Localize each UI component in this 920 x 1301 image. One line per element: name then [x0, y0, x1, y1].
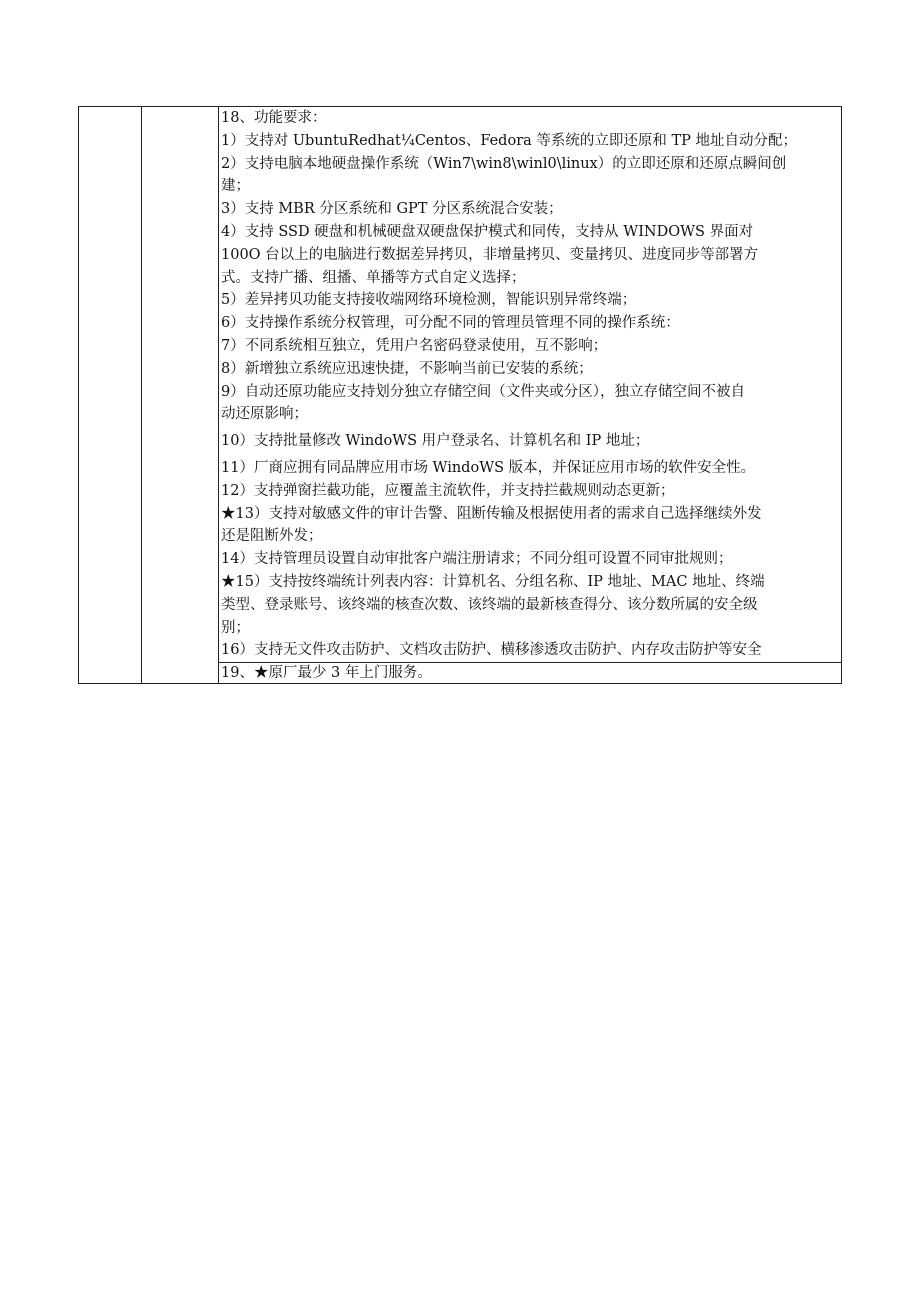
requirement-line: 别；: [221, 619, 250, 636]
service-cell: [219, 663, 842, 684]
requirement-line: 还是阻断外发；: [221, 528, 323, 545]
requirement-line: 12）支持弹窗拦截功能，应覆盖主流软件，并支持拦截规则动态更新；: [221, 482, 675, 499]
requirement-line: 式。支持广播、组播、单播等方式自定义选择；: [221, 269, 526, 286]
requirements-heading: 18、功能要求：: [221, 110, 327, 126]
requirement-line: 2）支持电脑本地硬盘操作系统（Win7\win8\winl0\linux）的立即还原和还原点瞬间创: [221, 155, 787, 172]
requirements-text: [221, 107, 839, 662]
requirement-line: 14）支持管理员设置自动审批客户端注册请求；不同分组可设置不同审批规则；: [221, 551, 733, 568]
requirement-line: 建；: [221, 178, 250, 195]
requirement-line: ★15）支持按终端统计列表内容：计算机名、分组名称、IP 地址、MAC 地址、终端: [221, 573, 765, 590]
requirement-line: 5）差异拷贝功能支持接收端网络环境检测，智能识别异常终端；: [221, 292, 637, 309]
requirement-line: 4）支持 SSD 硬盘和机械硬盘双硬盘保护模式和同传，支持从 WINDOWS 界面对: [221, 223, 754, 240]
requirement-line: ★13）支持对敏感文件的审计告警、阻断传输及根据使用者的需求自己选择继续外发: [221, 505, 762, 522]
service-requirement: 19、★原厂最少 3 年上门服务。: [221, 665, 432, 681]
table-row: [79, 107, 842, 663]
item-name-cell: [142, 107, 219, 684]
requirement-line: 6）支持操作系统分权管理，可分配不同的管理员管理不同的操作系统：: [221, 315, 680, 332]
requirement-line: 16）支持无文件攻击防护、文档攻击防护、横移渗透攻击防护、内存攻击防护等安全: [221, 642, 762, 659]
requirement-line: 3）支持 MBR 分区系统和 GPT 分区系统混合安装；: [221, 201, 563, 218]
index-cell: [79, 107, 142, 684]
requirement-line: 100O 台以上的电脑进行数据差异拷贝，非增量拷贝、变量拷贝、进度同步等部署方: [221, 246, 759, 263]
requirement-line: 9）自动还原功能应支持划分独立存储空间（文件夹或分区），独立存储空间不被自: [221, 383, 745, 400]
requirement-line: 类型、登录账号、该终端的核查次数、该终端的最新核查得分、该分数所属的安全级: [221, 596, 758, 613]
requirement-line: 1）支持对 UbuntuRedhat¼Centos、Fedora 等系统的立即还原和 TP 地址自动分配；: [221, 132, 798, 149]
requirement-line: 动还原影响；: [221, 406, 308, 423]
requirement-line: 7）不同系统相互独立，凭用户名密码登录使用，互不影响；: [221, 337, 608, 354]
spec-table: [78, 106, 842, 684]
requirement-line: 11）厂商应拥有同品牌应用市场 WindoWS 版本，并保证应用市场的软件安全性。: [221, 459, 756, 476]
requirement-line: 10）支持批量修改 WindoWS 用户登录名、计算机名和 IP 地址；: [221, 433, 650, 450]
requirement-line: 8）新增独立系统应迅速快捷，不影响当前已安装的系统；: [221, 360, 593, 377]
requirements-cell: [219, 107, 842, 663]
